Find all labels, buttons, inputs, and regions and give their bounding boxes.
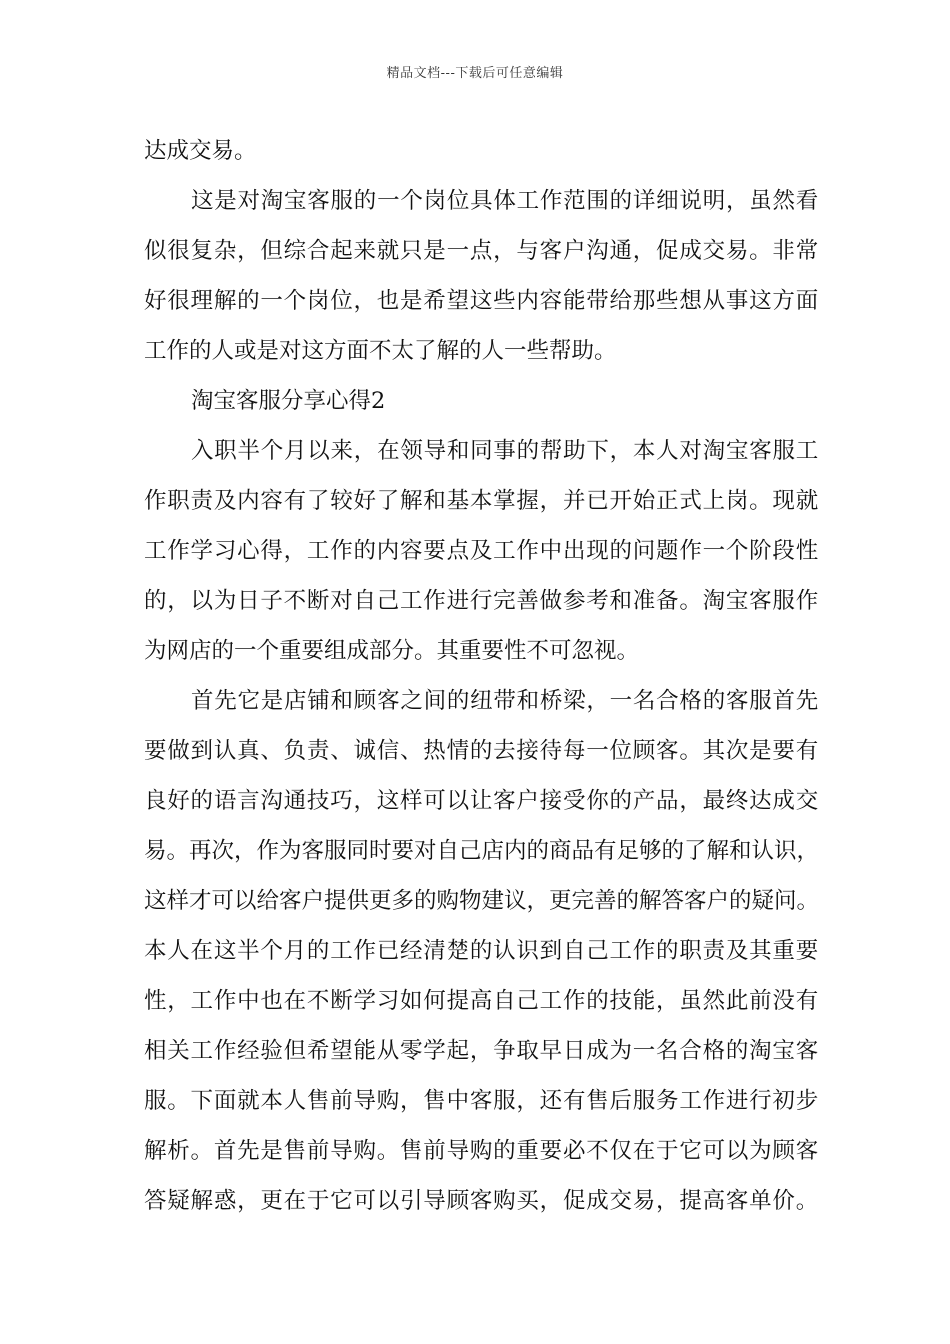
text-line: 首先它是店铺和顾客之间的纽带和桥梁，一名合格的客服首先 — [191, 688, 819, 714]
text-line: 这是对淘宝客服的一个岗位具体工作范围的详细说明，虽然看 — [191, 188, 819, 214]
text-line: 似很复杂，但综合起来就只是一点，与客户沟通，促成交易。非常 — [144, 238, 819, 264]
text-line: 相关工作经验但希望能从零学起，争取早日成为一名合格的淘宝客 — [144, 1038, 819, 1064]
text-line: 好很理解的一个岗位，也是希望这些内容能带给那些想从事这方面 — [144, 288, 819, 314]
text-line: 的，以为日子不断对自己工作进行完善做参考和准备。淘宝客服作 — [144, 588, 819, 614]
text-line: 入职半个月以来，在领导和同事的帮助下，本人对淘宝客服工 — [191, 438, 819, 464]
text-line: 答疑解惑，更在于它可以引导顾客购买，促成交易，提高客单价。 — [144, 1188, 819, 1214]
text-line: 良好的语言沟通技巧，这样可以让客户接受你的产品，最终达成交 — [144, 788, 819, 814]
text-line: 淘宝客服分享心得2 — [191, 388, 386, 414]
text-line: 工作的人或是对这方面不太了解的人一些帮助。 — [144, 338, 617, 364]
text-line: 达成交易。 — [144, 138, 257, 164]
page-header: 精品文档---下载后可任意编辑 — [386, 66, 564, 81]
text-line: 作职责及内容有了较好了解和基本掌握，并已开始正式上岗。现就 — [144, 488, 819, 514]
document-body — [144, 126, 819, 1226]
text-line: 工作学习心得，工作的内容要点及工作中出现的问题作一个阶段性 — [144, 538, 819, 564]
text-line: 解析。首先是售前导购。售前导购的重要必不仅在于它可以为顾客 — [144, 1138, 819, 1164]
text-line: 这样才可以给客户提供更多的购物建议，更完善的解答客户的疑问。 — [144, 888, 820, 914]
text-line: 服。下面就本人售前导购，售中客服，还有售后服务工作进行初步 — [144, 1088, 819, 1114]
text-line: 为网店的一个重要组成部分。其重要性不可忽视。 — [144, 638, 640, 664]
text-line: 性，工作中也在不断学习如何提高自己工作的技能，虽然此前没有 — [144, 988, 819, 1014]
text-line: 要做到认真、负责、诚信、热情的去接待每一位顾客。其次是要有 — [144, 738, 819, 764]
text-line: 易。再次，作为客服同时要对自己店内的商品有足够的了解和认识， — [144, 838, 820, 864]
text-line: 本人在这半个月的工作已经清楚的认识到自己工作的职责及其重要 — [144, 938, 819, 964]
